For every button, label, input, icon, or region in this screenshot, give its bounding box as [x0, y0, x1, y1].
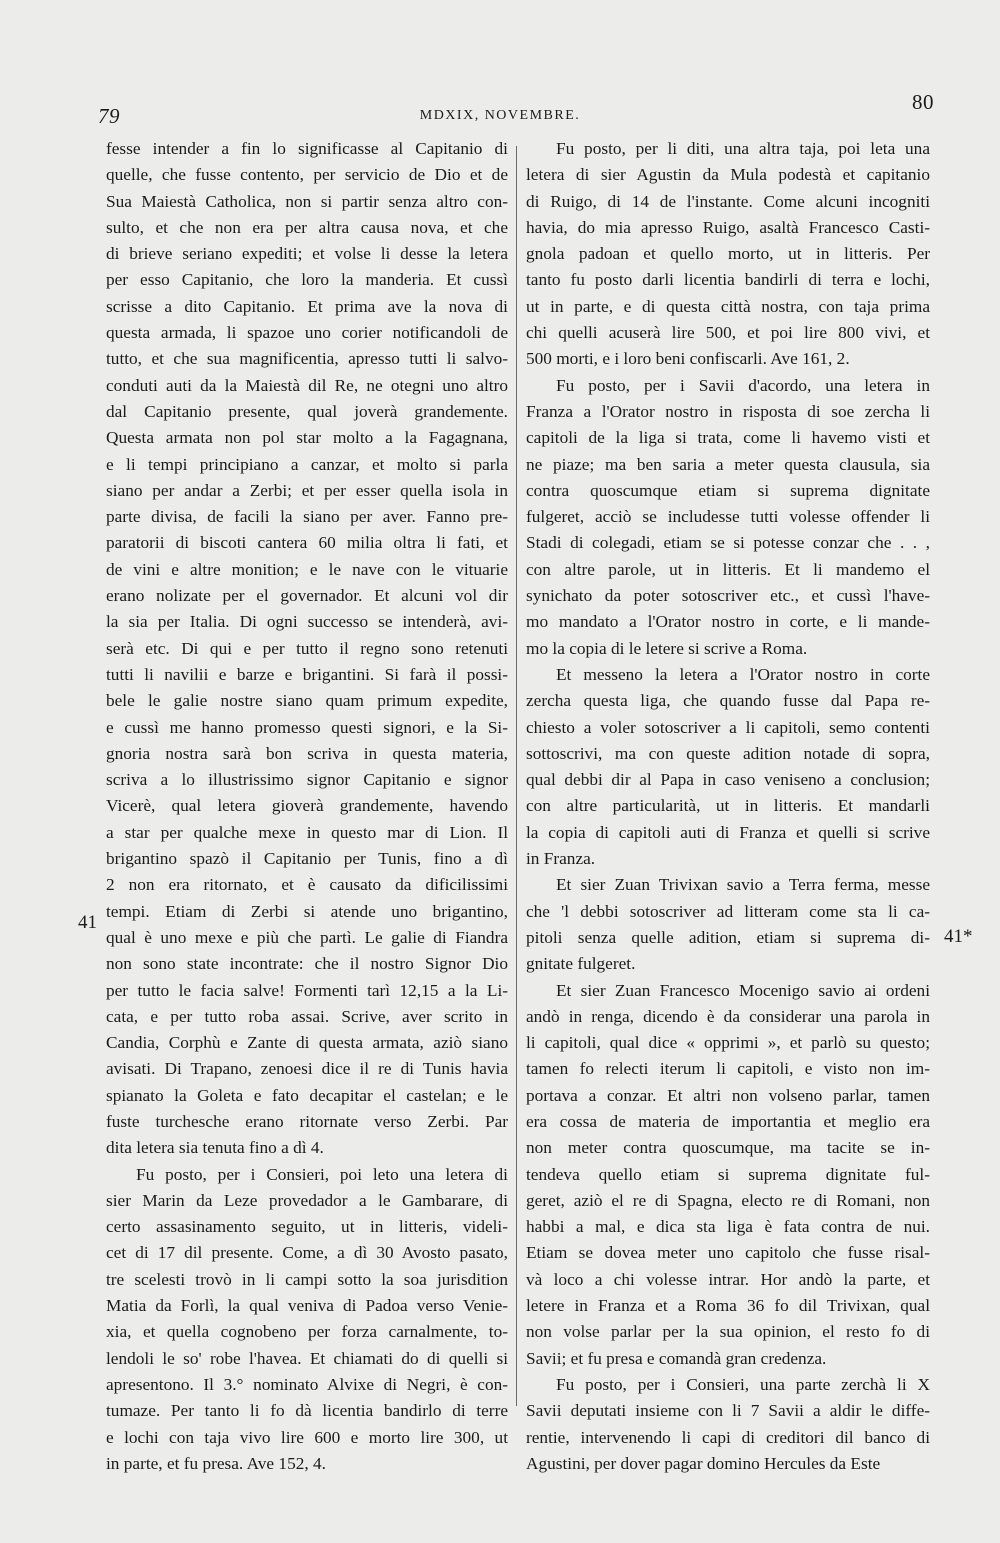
text-line: e cussì me hanno promesso questi signori, e la Si-	[106, 717, 508, 737]
text-line: la sia per Italia. Di ogni successo se intenderà, avi-	[106, 612, 508, 632]
text-line: habbi a mal, e dica sta liga è fata contra de nui.	[526, 1217, 930, 1237]
right-column	[526, 136, 930, 1477]
page-number-right: 80	[912, 90, 934, 114]
text-line: parte divisa, de facili la siano per aver. Fanno pre-	[106, 507, 508, 527]
text-line: siano per andar a Zerbi; et per esser quella isola in	[106, 480, 508, 500]
text-line: letere in Franza et a Roma 36 fo dil Trivixan, qual	[526, 1296, 930, 1316]
text-line: in parte, et fu presa. Ave 152, 4.	[106, 1453, 326, 1473]
text-line: portava a conzar. Et altri non volseno parlar, tamen	[526, 1085, 930, 1105]
text-line: e li tempi principiano a canzar, et molto si parla	[106, 454, 508, 474]
text-line: non volse parlar per la sua opinion, el resto fo di	[526, 1322, 930, 1342]
text-line: tutto, et che sua magnificentia, apresso tutti li salvo-	[106, 349, 508, 369]
text-line: tempi. Etiam di Zerbi si atende uno brigantino,	[106, 901, 508, 921]
text-line: 2 non era ritornato, et è causato da dificilissimi	[106, 875, 508, 895]
text-line: con altre particularità, ut in litteris. Et mandarli	[526, 796, 930, 816]
text-line: che 'l debbi sotoscriver ad litteram come sta li ca-	[526, 901, 930, 921]
text-line: Agustini, per dover pagar domino Hercules da Este	[526, 1453, 881, 1473]
text-line: in Franza.	[526, 849, 596, 869]
text-line: Et sier Zuan Francesco Mocenigo savio ai ordeni	[556, 980, 930, 1000]
text-line: qual debbi dir al Papa in caso veniseno a conclusion;	[526, 770, 930, 790]
text-line: Candia, Corphù e Zante di questa armata, aziò siano	[106, 1033, 508, 1053]
text-line: dita letera sia tenuta fino a dì 4.	[106, 1138, 324, 1158]
text-line: tutti li navilii e barze e brigantini. Si farà il possi-	[106, 664, 508, 684]
text-line: e lochi con taja vivo lire 600 e morto lire 300, ut	[106, 1427, 508, 1447]
text-line: geret, aziò el re di Spagna, electo re di Romani, non	[526, 1190, 930, 1210]
text-line: non sono state incontrate: che il nostro Signor Dio	[106, 954, 508, 974]
text-line: conduti auti da la Maiestà dil Re, ne otegni uno altro	[106, 375, 508, 395]
text-line: Etiam se dovea meter uno capitolo che fusse risal-	[526, 1243, 930, 1263]
text-line: cata, e per tutto roba assai. Scrive, aver scrito in	[106, 1006, 508, 1026]
text-line: di Ruigo, di 14 de l'instante. Come alcuni incogniti	[526, 191, 930, 211]
text-line: gnoria nostra sarà bon scriva in questa materia,	[106, 743, 508, 763]
text-line: scrisse a dito Capitanio. Et prima ave la nova di	[106, 296, 508, 316]
text-line: Fu posto, per i Savii d'acordo, una letera in	[556, 375, 930, 395]
text-line: gnitate fulgeret.	[526, 954, 636, 974]
text-line: Fu posto, per i Consieri, una parte zerchà li X	[556, 1374, 930, 1394]
left-column	[106, 136, 508, 1477]
text-line: Franza a l'Orator nostro in risposta di soe zercha li	[526, 401, 930, 421]
text-line: a star per qualche mexe in questo mar di Lion. Il	[106, 822, 508, 842]
text-line: mo la copia di le letere si scrive a Roma.	[526, 638, 808, 658]
text-line: Stadi di colegadi, etiam se si potesse conzar che . . ,	[526, 533, 930, 553]
text-line: dal Capitanio presente, qual joverà grandemente.	[106, 401, 508, 421]
text-line: Questa armata non pol star molto a la Fagagnana,	[106, 428, 508, 448]
page-number-left: 79	[98, 104, 120, 128]
text-line: sulto, et che non era per altra causa nova, et che	[106, 217, 508, 237]
text-line: con altre parole, ut in litteris. Et li mandemo el	[526, 559, 930, 579]
text-line: serà etc. Di qui e per tutto il regno sono retenuti	[106, 638, 508, 658]
text-line: Et sier Zuan Trivixan savio a Terra ferma, messe	[556, 875, 930, 895]
text-line: spianato la Goleta e fato decapitar el castelan; e le	[106, 1085, 508, 1105]
text-line: li capitoli, qual dice « opprimi », et parlò su questo;	[526, 1033, 930, 1053]
margin-note-right: 41*	[944, 926, 973, 947]
margin-note-left: 41	[78, 912, 97, 933]
text-line: havia, do mia apresso Ruigo, asaltà Francesco Casti-	[526, 217, 930, 237]
text-line: chi quelli acuserà lire 500, et poi lire 800 vivi, et	[526, 323, 930, 343]
text-line: fuste turchesche erano ritornate verso Zerbi. Par	[106, 1111, 508, 1131]
text-line: scriva a lo illustrissimo signor Capitanio e signor	[106, 770, 508, 790]
text-line: Matia da Forlì, la qual veniva di Padoa verso Venie-	[106, 1296, 508, 1316]
text-line: fesse intender a fin lo significasse al Capitanio di	[106, 139, 508, 158]
text-line: certo assasinamento seguito, ut in litteris, videli-	[106, 1217, 508, 1237]
text-line: andò in renga, dicendo è da considerar una parola in	[526, 1006, 930, 1026]
text-line: mo mandato a l'Orator nostro in corte, e li mande-	[526, 612, 930, 632]
text-line: avisati. Di Trapano, zenoesi dice il re di Tunis havia	[106, 1059, 508, 1079]
text-line: di brieve seriano expediti; et volse li desse la letera	[106, 244, 508, 264]
text-line: bele le galie nostre siano quam primum expedite,	[106, 691, 508, 711]
text-line: gnola padoan et quello morto, ut in litteris. Per	[526, 244, 930, 264]
text-line: quelle, che fusse contento, per servicio de Dio et de	[106, 165, 508, 185]
text-line: sier Marin da Leze provedador a le Gambarare, di	[106, 1190, 508, 1210]
text-line: era cossa de materia de importantia et meglio era	[526, 1111, 930, 1131]
text-line: tre scelesti trovò in li campi sotto la soa jurisdition	[106, 1269, 508, 1289]
text-line: tumaze. Per tanto li fo dà licentia bandirlo di terre	[106, 1401, 508, 1421]
text-line: Savii deputati insieme con li 7 Savii a aldir le diffe-	[526, 1401, 930, 1421]
text-line: capitoli de la liga si trata, come li havemo visti et	[526, 428, 930, 448]
text-line: ut in parte, e di questa città nostra, con taja prima	[526, 296, 930, 316]
text-line: per esso Capitanio, che loro la manderia. Et cussì	[106, 270, 508, 290]
text-line: la copia di capitoli auti di Franza et quelli si scrive	[526, 822, 930, 842]
text-line: contra quoscumque etiam si suprema dignitate	[526, 480, 930, 500]
text-line: sottoscrivi, ma con queste adition notade di sopra,	[526, 743, 930, 763]
text-line: fulgeret, acciò se includesse tutti volesse offender li	[526, 507, 930, 527]
text-line: Fu posto, per li diti, una altra taja, poi leta una	[556, 139, 930, 158]
text-line: de vini e altre monition; e le nave con le vituarie	[106, 559, 508, 579]
text-line: brigantino spazò il Capitanio per Tunis, fino a dì	[106, 849, 508, 869]
text-line: rentie, intervenendo li capi di creditori dil banco di	[526, 1427, 930, 1447]
text-line: tanto fu posto darli licentia bandirli di terra e lochi,	[526, 270, 930, 290]
text-line: erano nolizate per el governador. Et alcuni vol dir	[106, 586, 508, 606]
text-line: synichato da poter sotoscriver etc., et cussì l'have-	[526, 586, 930, 606]
text-line: cet di 17 dil presente. Come, a dì 30 Avosto pasato,	[106, 1243, 508, 1263]
text-line: Fu posto, per i Consieri, poi leto una letera di	[136, 1164, 508, 1184]
text-line: tendeva quello etiam si suprema dignitate ful-	[526, 1164, 930, 1184]
text-line: ne piaze; ma ben saria a meter questa clausula, sia	[526, 454, 930, 474]
text-line: và loco a chi volesse intrar. Hor andò la parte, et	[526, 1269, 930, 1289]
running-head: MDXIX, NOVEMBRE.	[419, 108, 581, 123]
text-line: Et messeno la letera a l'Orator nostro in corte	[556, 664, 930, 684]
text-line: letera di sier Agustin da Mula podestà et capitanio	[526, 165, 930, 185]
text-line: questa armada, li spazoe uno corier notificandoli de	[106, 323, 508, 343]
text-line: pitoli senza quelle adition, etiam si suprema di-	[526, 927, 930, 947]
text-line: qual è uno mexe e più che partì. Le galie di Fiandra	[106, 927, 508, 947]
text-line: xia, et quella cognobeno per forza carnalmente, to-	[106, 1322, 508, 1342]
text-line: 500 morti, e i loro beni confiscarli. Ave 161, 2.	[526, 349, 850, 369]
text-line: chiesto a voler sotoscriver a li capitoli, semo contenti	[526, 717, 930, 737]
text-line: Savii; et fu presa e comandà gran credenza.	[526, 1348, 827, 1368]
text-line: apresentono. Il 3.° nominato Alvixe di Negri, è con-	[106, 1374, 508, 1394]
text-line: per tutto le facia salve! Formenti tarì 12,15 a la Li-	[106, 980, 508, 1000]
text-line: zercha questa liga, che quando fusse dal Papa re-	[526, 691, 930, 711]
text-line: Sua Maiestà Catholica, non si partir senza altro con-	[106, 191, 508, 211]
column-rule	[516, 146, 517, 1406]
text-line: non meter contra quoscumque, ma tacite se in-	[526, 1138, 930, 1158]
text-line: lendoli le so' robe l'havea. Et chiamati do di quelli si	[106, 1348, 508, 1368]
text-line: Vicerè, qual letera gioverà grandemente, havendo	[106, 796, 508, 816]
text-line: tamen fo relecti iterum li capitoli, e visto non im-	[526, 1059, 930, 1079]
text-line: paratorii di biscoti cantera 60 milia oltra li fati, et	[106, 533, 508, 553]
